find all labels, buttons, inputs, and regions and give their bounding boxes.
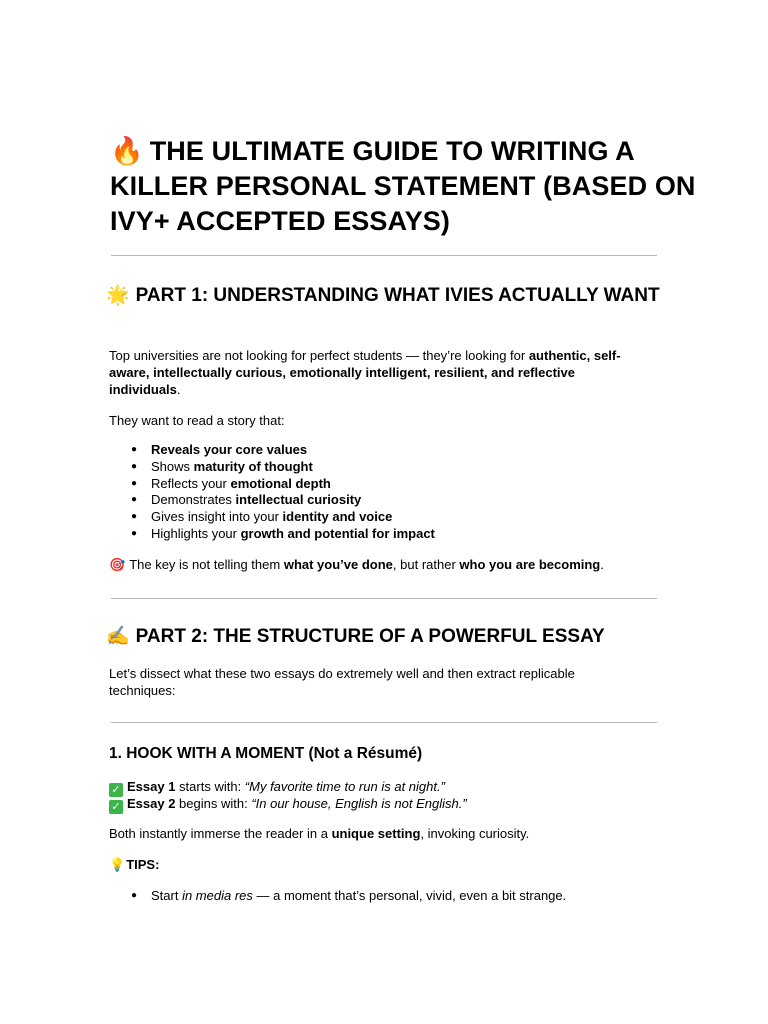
key-text: , but rather <box>392 557 460 572</box>
bullet-emphasis: growth and potential for impact <box>240 525 435 541</box>
check-mark-icon: ✓ <box>109 800 123 814</box>
part1-intro-end: . <box>176 382 181 397</box>
writing-hand-icon: ✍️ <box>106 626 130 647</box>
tip-text: — a moment that’s personal, vivid, even a bit strange. <box>252 888 567 903</box>
tip-emphasis: in media res <box>182 888 253 903</box>
essay-label: Essay 2 <box>127 796 176 811</box>
list-item <box>131 526 651 543</box>
essay-label: Essay 1 <box>127 779 176 794</box>
key-text: . <box>600 557 604 572</box>
tips-label-text: TIPS: <box>126 857 160 872</box>
bullet-text: Reflects your <box>151 475 231 491</box>
hook-summary <box>109 825 649 842</box>
bullet-emphasis: emotional depth <box>230 475 331 491</box>
part1-intro-emphasis: authentic, self-aware, intellectually curious, emotionally intelligent, resilient, and reflective individuals <box>109 348 621 397</box>
part1-intro-text: Top universities are not looking for perfect students — they’re looking for <box>109 348 529 363</box>
summary-text: Both instantly immerse the reader in a <box>109 826 332 841</box>
part1-heading-text: PART 1: UNDERSTANDING WHAT IVIES ACTUALLY WANT <box>135 285 660 306</box>
fire-icon: 🔥 <box>110 136 144 166</box>
check-mark-icon: ✓ <box>109 783 123 797</box>
part2-intro: Let’s dissect what these two essays do extremely well and then extract replicable techniques: <box>109 666 575 698</box>
tip-text: Start <box>151 888 183 903</box>
glowing-star-icon: 🌟 <box>106 285 130 306</box>
page-title <box>110 134 710 239</box>
bullet-emphasis: intellectual curiosity <box>235 492 362 508</box>
essay-text: begins with: <box>175 796 252 811</box>
part2-heading <box>106 623 706 650</box>
hook-essay-2 <box>109 795 649 814</box>
part1-intro <box>109 347 649 398</box>
tips-bullet-list <box>131 888 651 905</box>
essay-quote: “My favorite time to run is at night.” <box>244 779 445 794</box>
light-bulb-icon: 💡 <box>109 857 126 872</box>
list-item <box>131 459 651 476</box>
list-item <box>131 888 651 905</box>
page-title-text: THE ULTIMATE GUIDE TO WRITING A KILLER PERSONAL STATEMENT (BASED ON IVY+ ACCEPTED ESSAYS) <box>110 136 696 236</box>
bullet-text: Highlights your <box>151 525 241 541</box>
key-emphasis: what you’ve done <box>283 557 393 572</box>
divider <box>111 722 657 723</box>
list-item <box>131 492 651 509</box>
summary-text: , invoking curiosity. <box>420 826 530 841</box>
part1-heading <box>106 282 706 309</box>
bullet-text: Shows <box>151 458 194 474</box>
part1-lead: They want to read a story that: <box>109 413 285 428</box>
bullet-emphasis: Reveals your core values <box>151 442 308 457</box>
essay-quote: “In our house, English is not English.” <box>251 796 467 811</box>
target-icon: 🎯 <box>109 557 126 572</box>
bullet-emphasis: maturity of thought <box>193 458 313 474</box>
essay-text: starts with: <box>175 779 245 794</box>
list-item <box>131 442 651 459</box>
list-item <box>131 476 651 493</box>
divider <box>111 255 657 256</box>
bullet-text: Demonstrates <box>151 492 236 508</box>
list-item <box>131 509 651 526</box>
divider <box>111 598 657 599</box>
bullet-emphasis: identity and voice <box>282 509 393 525</box>
part1-bullet-list <box>131 442 651 543</box>
key-emphasis: who you are becoming <box>459 557 601 572</box>
key-text: The key is not telling them <box>129 557 284 572</box>
bullet-text: Gives insight into your <box>151 509 283 525</box>
part1-key-point <box>109 556 649 573</box>
part2-heading-text: PART 2: THE STRUCTURE OF A POWERFUL ESSAY <box>135 626 605 647</box>
hook-heading: 1. HOOK WITH A MOMENT (Not a Résumé) <box>109 745 423 762</box>
tips-label <box>109 856 649 873</box>
summary-emphasis: unique setting <box>331 826 421 841</box>
